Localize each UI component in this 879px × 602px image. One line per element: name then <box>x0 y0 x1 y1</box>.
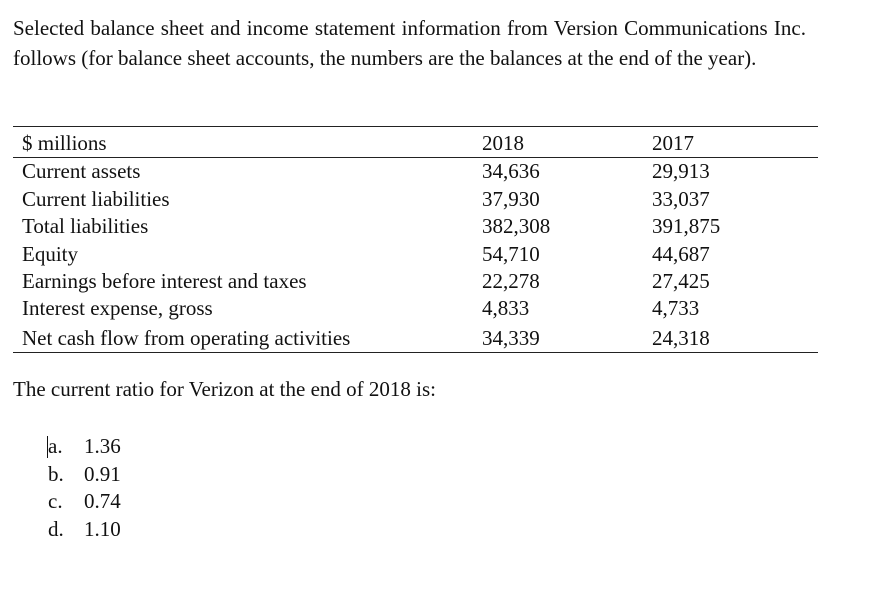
financial-table <box>13 126 818 353</box>
row-label: Net cash flow from operating activities <box>13 322 482 353</box>
value-2017: 44,687 <box>652 241 710 266</box>
option-d[interactable] <box>48 516 121 544</box>
header-2018: 2018 <box>482 127 652 158</box>
intro-paragraph: Selected balance sheet and income statement information from Version Communications Inc. follows (for balance sheet accounts, the numbers are the balances at the end of the year). <box>13 16 806 70</box>
value-2017: 24,318 <box>652 322 818 353</box>
value-2018: 22,278 <box>482 268 540 293</box>
table-row <box>13 322 818 353</box>
header-2017: 2017 <box>652 127 818 158</box>
option-letter: b. <box>48 461 64 486</box>
table-header-row <box>13 127 818 158</box>
option-b[interactable] <box>48 461 121 489</box>
text-cursor <box>47 436 48 458</box>
value-2017: 391,875 <box>652 214 721 239</box>
table-row <box>13 268 818 295</box>
header-label: $ millions <box>13 127 482 158</box>
table-row <box>13 295 818 322</box>
row-label: Total liabilities <box>22 214 149 239</box>
option-value: 0.91 <box>84 461 121 486</box>
option-value: 1.10 <box>84 516 121 541</box>
row-label: Earnings before interest and taxes <box>22 268 307 293</box>
option-a[interactable] <box>48 433 121 461</box>
value-2018: 382,308 <box>482 214 551 239</box>
option-c[interactable] <box>48 488 121 516</box>
value-2017: 33,037 <box>652 186 710 211</box>
value-2018: 4,833 <box>482 296 530 321</box>
row-label: Equity <box>22 241 78 266</box>
row-label: Interest expense, gross <box>22 296 213 321</box>
option-value: 1.36 <box>84 434 121 458</box>
option-value: 0.74 <box>84 489 121 514</box>
row-label: Current liabilities <box>22 186 170 211</box>
answer-options <box>48 433 121 543</box>
value-2017: 4,733 <box>652 296 700 321</box>
table-row <box>13 240 818 267</box>
value-2018: 34,636 <box>482 159 540 184</box>
row-label: Current assets <box>22 159 141 184</box>
table-row <box>13 185 818 212</box>
option-letter: c. <box>48 489 63 514</box>
value-2017: 27,425 <box>652 268 710 293</box>
option-letter: d. <box>48 516 64 541</box>
table-row <box>13 213 818 240</box>
value-2018: 34,339 <box>482 322 652 353</box>
value-2018: 37,930 <box>482 186 540 211</box>
option-letter: a. <box>48 434 63 458</box>
question-text: The current ratio for Verizon at the end of 2018 is: <box>13 377 436 401</box>
table-row <box>13 158 818 186</box>
value-2017: 29,913 <box>652 159 710 184</box>
value-2018: 54,710 <box>482 241 540 266</box>
